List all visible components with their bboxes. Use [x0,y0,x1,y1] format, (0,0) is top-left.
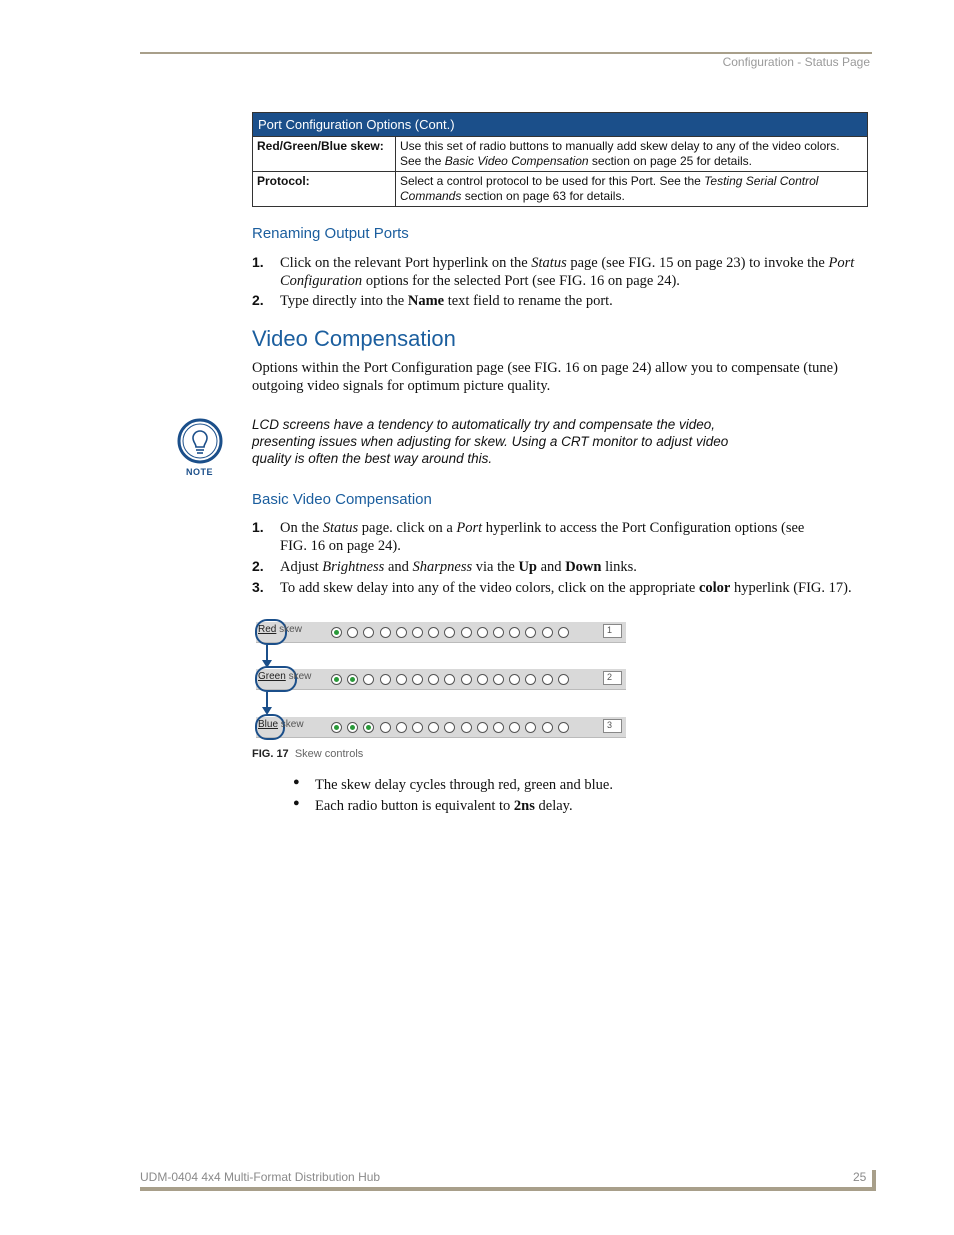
footer-title: UDM-0404 4x4 Multi-Format Distribution Hub [140,1170,381,1184]
note-line: presenting issues when adjusting for skew. Using a CRT monitor to adjust video [252,434,729,449]
skew-radio[interactable] [461,627,472,638]
step-number: 1. [252,254,264,270]
step-text: To add skew delay into any of the video colors, click on the appropriate color hyperlink (FIG. 17). [280,580,852,596]
figure-caption: FIG. 17 Skew controls [252,748,364,760]
renaming-heading: Renaming Output Ports [252,225,409,242]
step-number: 2. [252,292,264,308]
skew-radio[interactable] [412,722,423,733]
skew-radio[interactable] [363,674,374,685]
skew-radio[interactable] [444,627,455,638]
step-text: Click on the relevant Port hyperlink on the Status page (see FIG. 15 on page 23) to invoke the Port Configuration options for the selected Port (see FIG. 16 on page 24). [280,255,855,289]
footer-rule [140,1187,876,1191]
skew-radio[interactable] [363,627,374,638]
skew-radio[interactable] [412,674,423,685]
skew-row [256,622,626,643]
arrow-connector [266,645,268,661]
row-description: Select a control protocol to be used for this Port. See the Testing Serial Control Commands section on page 63 for details. [396,172,868,207]
skew-radio[interactable] [461,674,472,685]
skew-label [258,719,304,730]
skew-radio[interactable] [558,627,569,638]
skew-radio[interactable] [525,627,536,638]
skew-radio[interactable] [542,627,553,638]
step-number: 3. [252,579,264,595]
running-header: Configuration - Status Page [722,55,870,69]
bullet-icon: ● [293,797,300,809]
skew-radio[interactable] [558,722,569,733]
bullet-text: The skew delay cycles through red, green and blue. [315,777,613,793]
skew-radio[interactable] [428,627,439,638]
note-line: LCD screens have a tendency to automatically try and compensate the video, [252,417,716,432]
note-line: quality is often the best way around this. [252,451,493,466]
table-row [253,137,868,172]
skew-radio[interactable] [396,627,407,638]
skew-radio[interactable] [477,722,488,733]
page-number: 25 [853,1170,867,1184]
skew-radio[interactable] [558,674,569,685]
skew-radio[interactable] [428,674,439,685]
skew-row [256,669,626,690]
table-row [253,172,868,207]
color-link[interactable]: Green [258,671,286,682]
skew-radio[interactable] [493,722,504,733]
skew-radio[interactable] [509,722,520,733]
row-label: Protocol: [253,172,396,207]
skew-row [256,717,626,738]
table-title: Port Configuration Options (Cont.) [253,113,868,137]
skew-radio[interactable] [525,722,536,733]
step-text: On the Status page. click on a Port hyperlink to access the Port Configuration options (see FIG. 16 on page 24). [280,520,805,554]
step-text: Adjust Brightness and Sharpness via the Up and Down links. [280,559,637,575]
skew-radio[interactable] [509,674,520,685]
skew-value-field[interactable]: 3 [603,719,622,733]
intro-paragraph: Options within the Port Configuration page (see FIG. 16 on page 24) allow you to compensate (tune) outgoing video signals for optimum picture quality. [252,360,838,394]
skew-radio[interactable] [396,722,407,733]
skew-label [258,671,311,682]
color-link[interactable]: Red [258,624,277,635]
skew-radio[interactable] [331,674,342,685]
skew-radio[interactable] [525,674,536,685]
skew-radio[interactable] [347,627,358,638]
header-rule [140,52,872,54]
arrow-down-icon [262,660,272,668]
skew-radio[interactable] [461,722,472,733]
skew-radio[interactable] [493,674,504,685]
arrow-connector [266,692,268,708]
skew-radio[interactable] [493,627,504,638]
skew-radio[interactable] [542,722,553,733]
skew-radio[interactable] [380,674,391,685]
skew-radio[interactable] [363,722,374,733]
skew-suffix: skew [278,719,304,730]
skew-radio[interactable] [331,627,342,638]
skew-radio[interactable] [396,674,407,685]
skew-radio[interactable] [347,722,358,733]
skew-radio[interactable] [380,627,391,638]
section-heading: Video Compensation [252,326,456,351]
skew-suffix: skew [285,671,312,682]
note-label: NOTE [186,467,214,477]
skew-radio[interactable] [509,627,520,638]
arrow-down-icon [262,707,272,715]
row-description: Use this set of radio buttons to manually add skew delay to any of the video colors. See the Basic Video Compensation section on page 25 for details. [396,137,868,172]
row-label: Red/Green/Blue skew: [253,137,396,172]
skew-radio[interactable] [444,674,455,685]
skew-radio[interactable] [380,722,391,733]
skew-suffix: skew [276,624,302,635]
step-text: Type directly into the Name text field to rename the port. [280,293,613,309]
step-number: 1. [252,519,264,535]
color-link[interactable]: Blue [258,719,279,730]
skew-radio[interactable] [412,627,423,638]
skew-radio[interactable] [477,627,488,638]
basic-heading: Basic Video Compensation [252,491,432,508]
skew-radio[interactable] [444,722,455,733]
skew-value-field[interactable]: 1 [603,624,622,638]
skew-label [258,624,302,635]
bullet-text: Each radio button is equivalent to 2ns delay. [315,798,573,814]
skew-radio[interactable] [347,674,358,685]
skew-value-field[interactable]: 2 [603,671,622,685]
skew-radio[interactable] [477,674,488,685]
bullet-icon: ● [293,776,300,788]
port-config-table [252,112,868,207]
step-number: 2. [252,558,264,574]
skew-radio[interactable] [542,674,553,685]
skew-radio[interactable] [428,722,439,733]
skew-radio[interactable] [331,722,342,733]
